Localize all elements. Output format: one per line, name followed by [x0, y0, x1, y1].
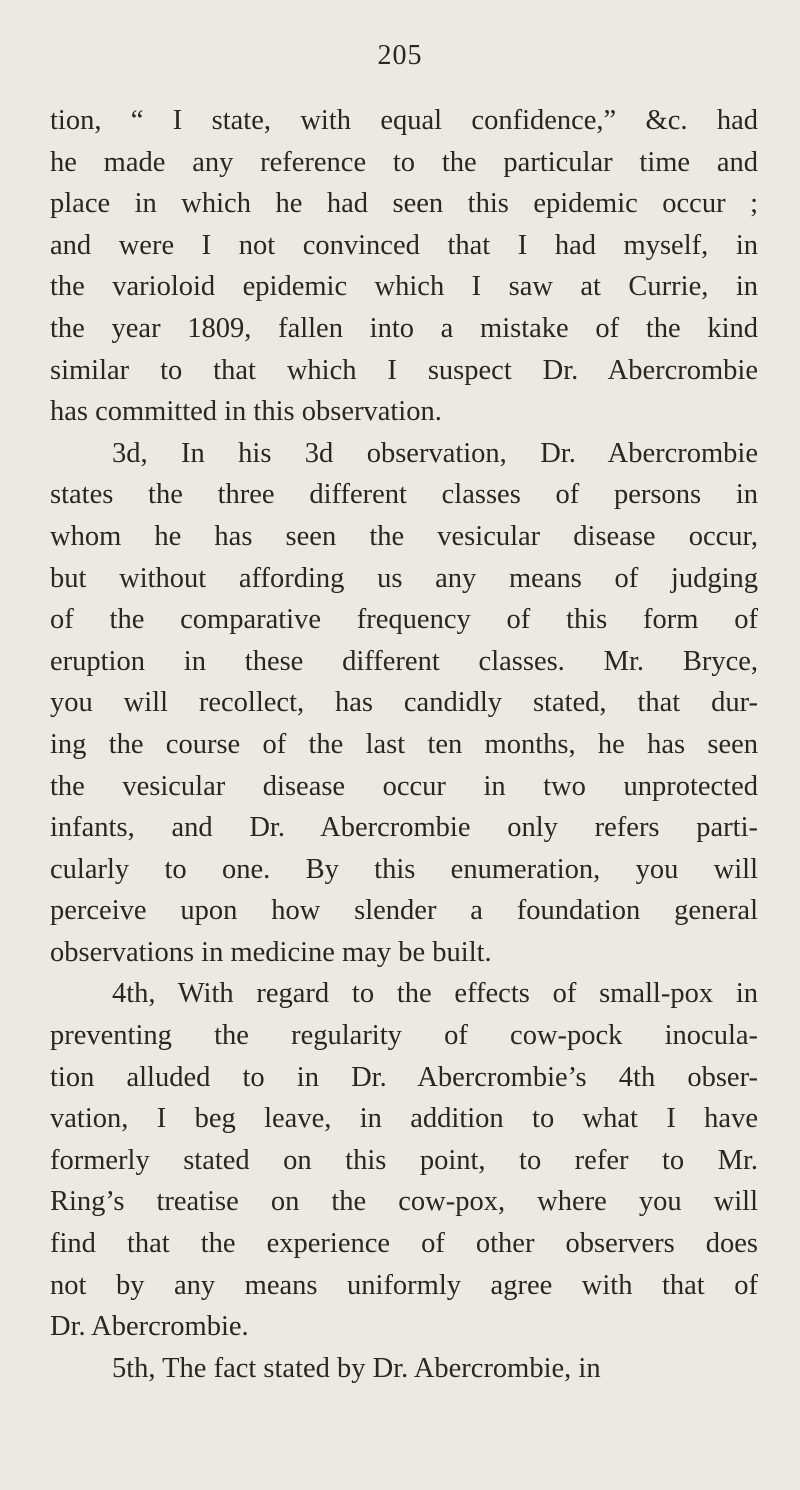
text-line: and were I not convinced that I had myself, in — [50, 229, 758, 261]
text-line: whom he has seen the vesicular disease occur, — [50, 520, 758, 552]
text-line: formerly stated on this point, to refer to Mr. — [50, 1144, 758, 1176]
text-line: Ring’s treatise on the cow-pox, where you will — [50, 1186, 758, 1218]
text-line: but without affording us any means of judging — [50, 562, 758, 594]
text-line: you will recollect, has candidly stated, that dur- — [50, 687, 758, 719]
text-line: eruption in these different classes. Mr. Bryce, — [50, 645, 758, 677]
text-line: cularly to one. By this enumeration, you will — [50, 853, 758, 885]
text-line: not by any means uniformly agree with that of — [50, 1269, 758, 1301]
text-line: has committed in this observation. — [50, 396, 442, 428]
text-line: place in which he had seen this epidemic occur ; — [50, 188, 758, 220]
paragraph-start-line: 3d, In his 3d observation, Dr. Abercrombie — [112, 437, 758, 469]
text-line: states the three different classes of persons in — [50, 479, 758, 511]
text-line: observations in medicine may be built. — [50, 936, 492, 968]
text-line: preventing the regularity of cow-pock inocula- — [50, 1020, 758, 1052]
text-line: the year 1809, fallen into a mistake of the kind — [50, 312, 758, 344]
text-line: vation, I beg leave, in addition to what I have — [50, 1103, 758, 1135]
text-line: Dr. Abercrombie. — [50, 1311, 249, 1343]
text-line: perceive upon how slender a foundation general — [50, 895, 758, 927]
page-number: 205 — [377, 40, 423, 71]
text-line: similar to that which I suspect Dr. Abercrombie — [50, 354, 758, 386]
paragraph-start-line: 5th, The fact stated by Dr. Abercrombie, in — [112, 1352, 601, 1384]
text-line: infants, and Dr. Abercrombie only refers parti- — [50, 812, 758, 844]
text-line: ing the course of the last ten months, he has seen — [50, 728, 758, 760]
text-line: the varioloid epidemic which I saw at Currie, in — [50, 271, 758, 303]
text-line: tion, “ I state, with equal confidence,” &c. had — [50, 105, 758, 136]
text-line: he made any reference to the particular time and — [50, 146, 758, 178]
body-text — [50, 100, 758, 1389]
text-line: tion alluded to in Dr. Abercrombie’s 4th obser- — [50, 1061, 758, 1093]
text-line: the vesicular disease occur in two unprotected — [50, 770, 758, 802]
text-line: of the comparative frequency of this form of — [50, 604, 758, 636]
text-line: find that the experience of other observers does — [50, 1228, 758, 1260]
paragraph-start-line: 4th, With regard to the effects of small-pox in — [112, 978, 758, 1010]
